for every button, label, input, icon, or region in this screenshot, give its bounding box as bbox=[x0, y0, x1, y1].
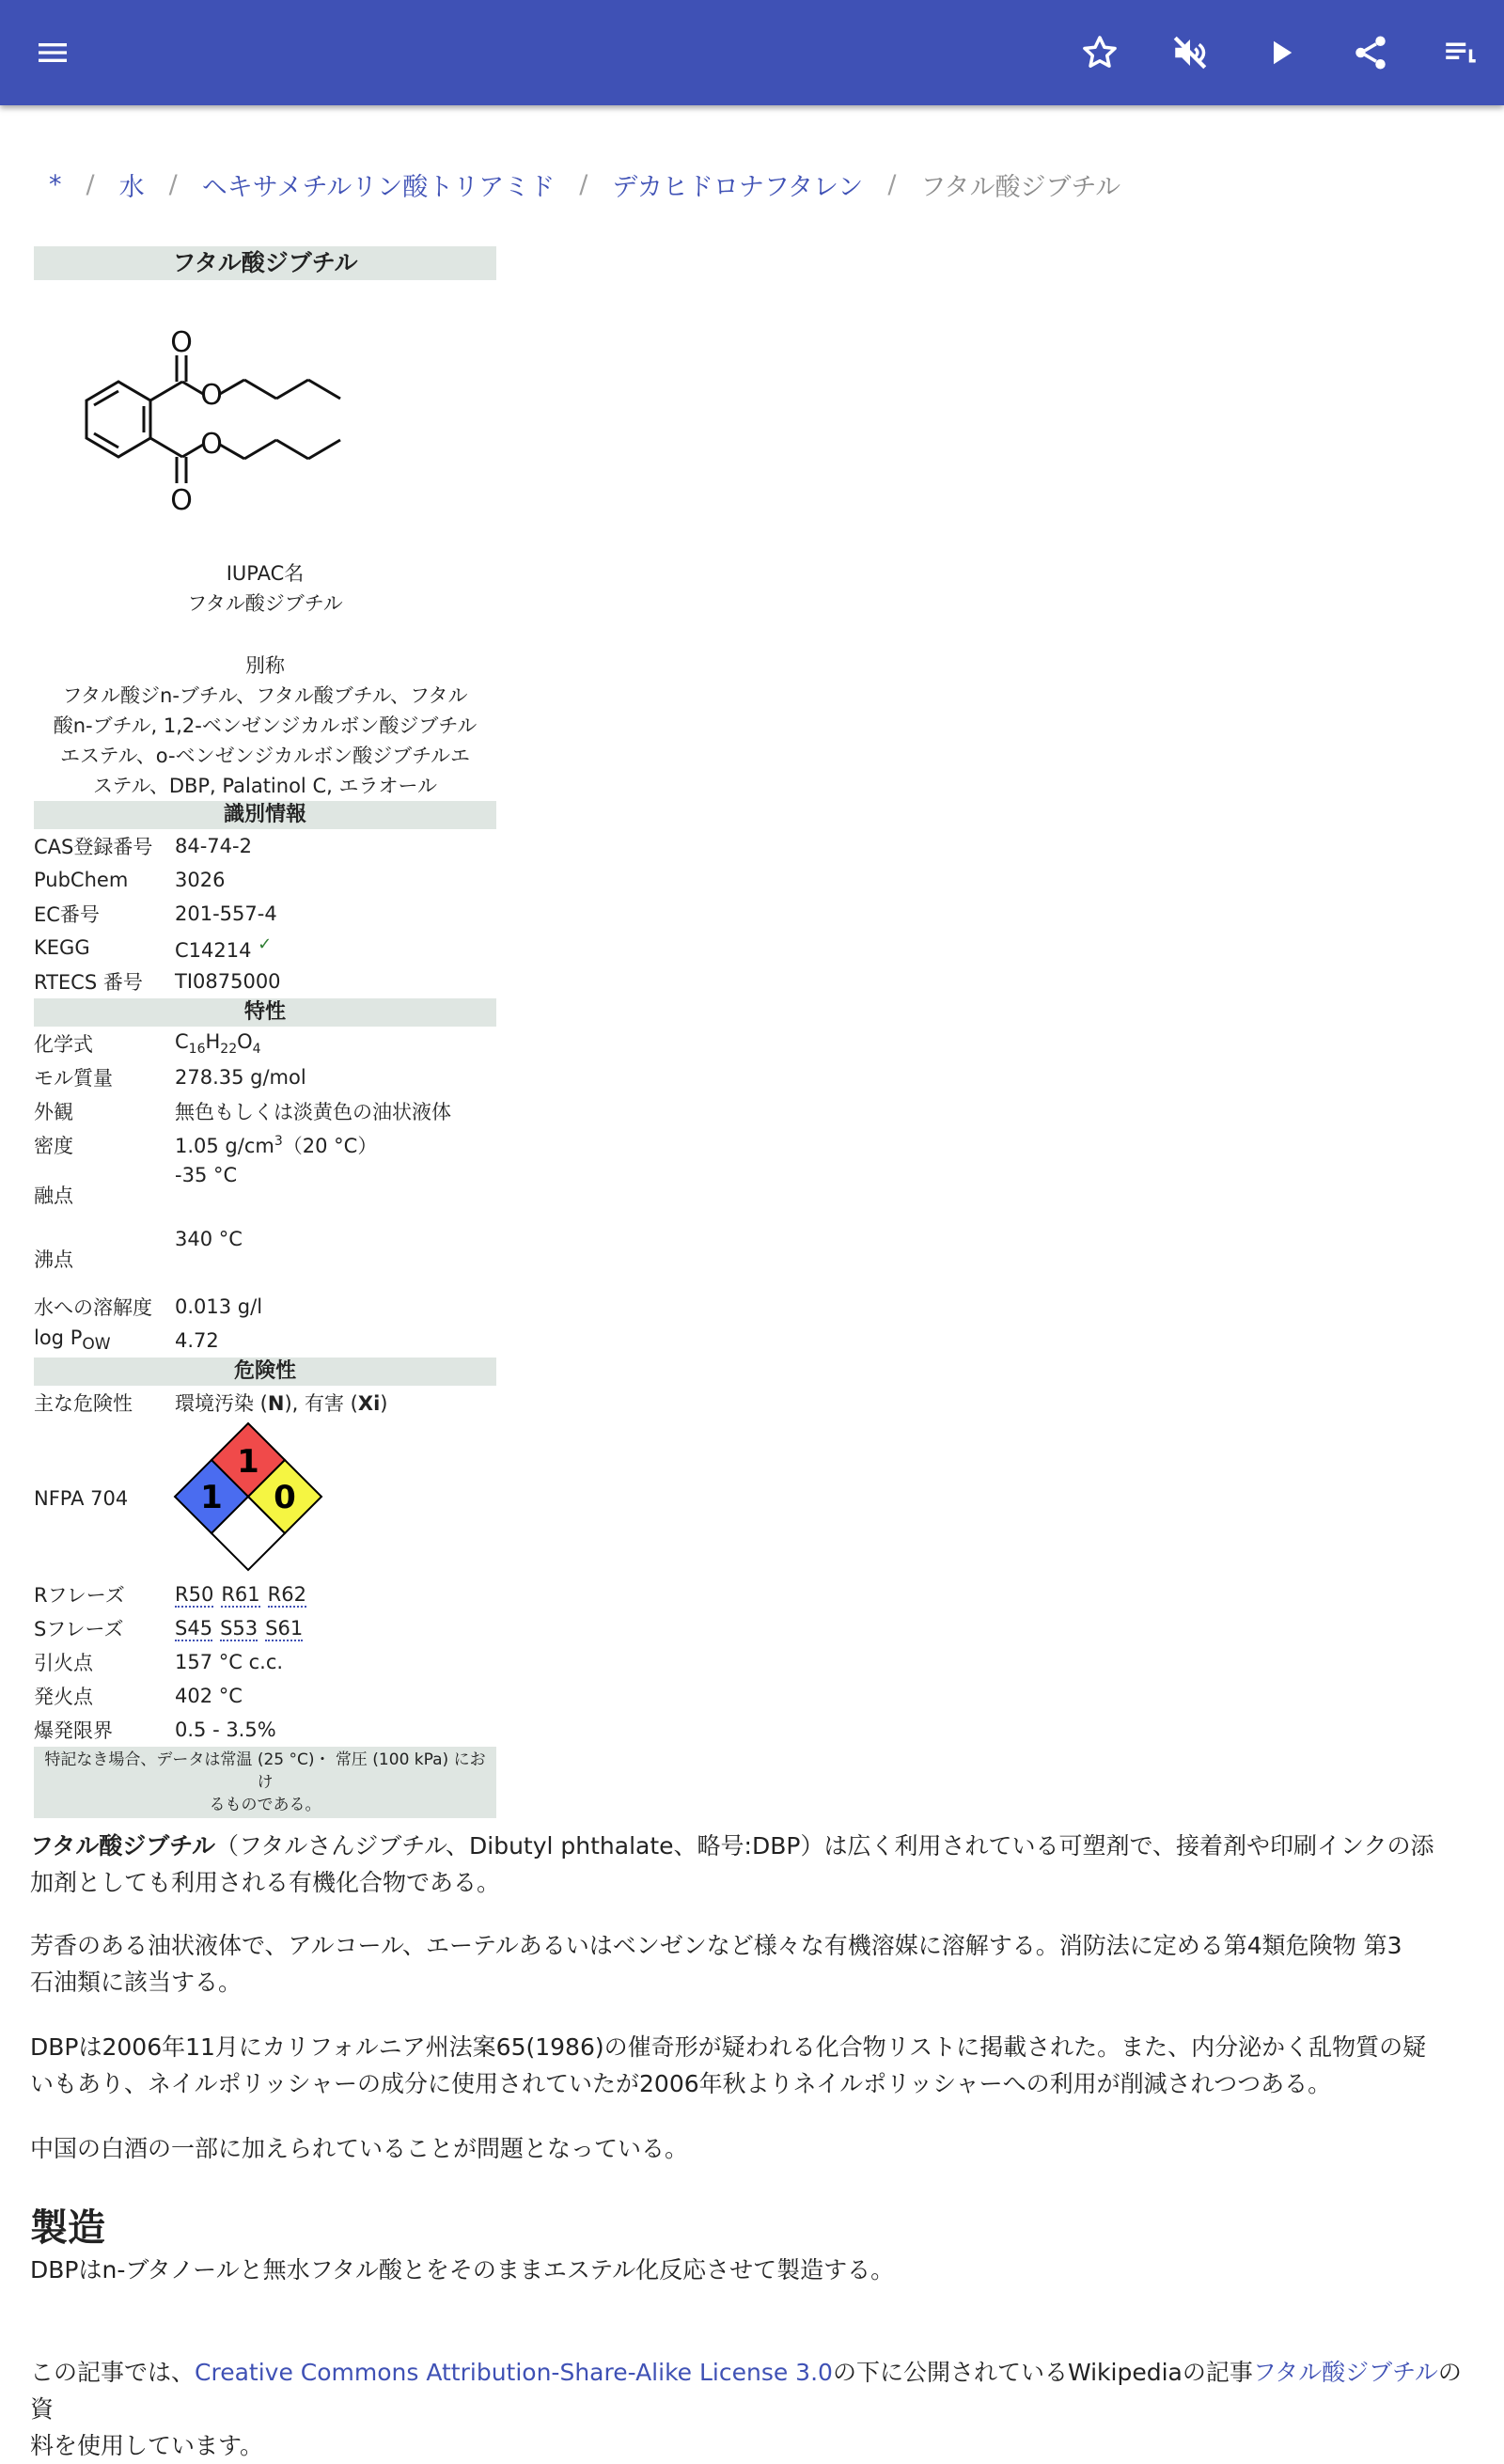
info-key: 主な危険性 bbox=[34, 1392, 133, 1415]
identification-header: 識別情報 bbox=[34, 801, 496, 829]
breadcrumb-separator: / bbox=[168, 169, 178, 199]
info-value: 402 °C bbox=[175, 1685, 243, 1707]
nfpa-flammability: 1 bbox=[237, 1442, 259, 1481]
info-key: 密度 bbox=[34, 1135, 73, 1157]
info-row bbox=[34, 1386, 496, 1420]
info-row bbox=[34, 1094, 496, 1128]
synonyms-line: エステル、o-ベンゼンジカルボン酸ジブチルエ bbox=[59, 745, 471, 767]
svg-text:O: O bbox=[170, 484, 193, 517]
info-key: 沸点 bbox=[34, 1248, 73, 1271]
info-value: C14214 bbox=[175, 938, 252, 962]
info-value: 3026 bbox=[175, 869, 226, 891]
r-phrase-link[interactable]: R61 bbox=[221, 1583, 260, 1606]
playlist-icon[interactable] bbox=[1434, 26, 1487, 79]
info-row bbox=[34, 1713, 496, 1747]
share-icon[interactable] bbox=[1344, 26, 1397, 79]
info-key: 化学式 bbox=[34, 1033, 93, 1056]
info-row bbox=[34, 1162, 496, 1226]
svg-text:O: O bbox=[170, 326, 193, 359]
info-key: $\log P_{OW}$ bbox=[34, 1326, 111, 1355]
check-icon: ✓ bbox=[258, 934, 273, 954]
info-key: 発火点 bbox=[34, 1686, 93, 1708]
info-key: 水への溶解度 bbox=[34, 1296, 152, 1319]
iupac-label: IUPAC名 bbox=[226, 562, 305, 585]
article-paragraph: フタル酸ジブチル（フタルさんジブチル、Dibutyl phthalate、略号:DBP）は広く利用されている可塑剤で、接着剤や印刷インクの添 加剤としても利用される有機化合物である。 bbox=[30, 1832, 1434, 1896]
menu-icon[interactable] bbox=[26, 26, 79, 79]
info-key: EC番号 bbox=[34, 903, 100, 926]
breadcrumb bbox=[49, 165, 1120, 203]
info-value: 環境汚染 (N), 有害 (Xi) bbox=[175, 1392, 388, 1415]
infobox-title: フタル酸ジブチル bbox=[34, 246, 496, 280]
info-row bbox=[34, 863, 496, 897]
info-value: 0.5 - 3.5% bbox=[175, 1719, 276, 1741]
svg-text:O: O bbox=[200, 379, 223, 412]
info-key: Sフレーズ bbox=[34, 1618, 124, 1640]
synonyms-label: 別称 bbox=[245, 654, 285, 677]
info-row bbox=[34, 1290, 496, 1324]
breadcrumb-link[interactable]: * bbox=[49, 169, 62, 199]
section-heading: 製造 bbox=[30, 2206, 105, 2250]
info-row bbox=[34, 1060, 496, 1094]
chemical-formula: $C_{16}H_{22}O_4$ bbox=[175, 1029, 261, 1058]
info-key: KEGG bbox=[34, 936, 90, 959]
info-value: 84-74-2 bbox=[175, 835, 252, 857]
info-value: TI0875000 bbox=[175, 970, 281, 993]
info-key: 融点 bbox=[34, 1185, 73, 1207]
info-key: 爆発限界 bbox=[34, 1719, 113, 1742]
info-row bbox=[34, 829, 496, 863]
nfpa-diamond bbox=[175, 1423, 496, 1575]
info-key: CAS登録番号 bbox=[34, 836, 153, 858]
s-phrase-link[interactable]: S45 bbox=[175, 1617, 213, 1640]
hazards-header: 危険性 bbox=[34, 1358, 496, 1386]
info-row bbox=[34, 1324, 496, 1358]
article-paragraph: DBPは2006年11月にカリフォルニア州法案65(1986)の催奇形が疑われる化合物リストに掲載された。また、内分泌かく乱物質の疑 いもあり、ネイルポリッシャーの成分に使用されていたが2006年秋よりネイルポリッシャーへの利用が削減されつつある。 bbox=[30, 2033, 1427, 2097]
info-value: 201-557-4 bbox=[175, 902, 277, 925]
info-row bbox=[34, 1420, 496, 1577]
structure-diagram bbox=[34, 280, 496, 562]
info-row bbox=[34, 1128, 496, 1162]
info-value: 157 °C c.c. bbox=[175, 1651, 284, 1673]
info-row bbox=[34, 897, 496, 931]
info-row bbox=[34, 931, 496, 965]
info-value: -35 °C bbox=[175, 1164, 238, 1186]
breadcrumb-current: フタル酸ジブチル bbox=[920, 172, 1121, 202]
s-phrase-link[interactable]: S61 bbox=[265, 1617, 304, 1640]
synonyms-line: 酸n-ブチル, 1,2-ベンゼンジカルボン酸ジブチル bbox=[53, 714, 478, 737]
breadcrumb-link[interactable]: ヘキサメチルリン酸トリアミド bbox=[201, 172, 556, 202]
article-paragraph: 中国の白酒の一部に加えられていることが問題となっている。 bbox=[30, 2135, 689, 2162]
breadcrumb-link[interactable]: デカヒドロナフタレン bbox=[612, 172, 864, 202]
info-key: RTECS 番号 bbox=[34, 971, 143, 994]
info-row bbox=[34, 1577, 496, 1611]
info-value: 1.05 $g/cm^3(20$ °C） bbox=[175, 1134, 378, 1157]
breadcrumb-separator: / bbox=[887, 169, 897, 199]
chem-infobox bbox=[34, 246, 496, 1818]
article-paragraph: 芳香のある油状液体で、アルコール、エーテルあるいはベンゼンなど様々な有機溶媒に溶解する。消防法に定める第4類危険物 第3 石油類に該当する。 bbox=[30, 1932, 1402, 1996]
source-article-link[interactable]: フタル酸ジブチル bbox=[1252, 2359, 1438, 2386]
svg-text:O: O bbox=[200, 428, 223, 461]
info-row bbox=[34, 1645, 496, 1679]
info-row bbox=[34, 1611, 496, 1645]
info-key: モル質量 bbox=[34, 1067, 113, 1090]
info-key: 外観 bbox=[34, 1101, 73, 1123]
license-notice: この記事では、Creative Commons Attribution-Share-Alike License 3.0の下に公開されているWikipediaの記事フタル酸ジブチルの資 料を使用しています。 bbox=[30, 2359, 1462, 2459]
breadcrumb-link[interactable]: 水 bbox=[118, 172, 145, 202]
info-value: 4.72 bbox=[175, 1329, 219, 1352]
info-value: 340 °C bbox=[175, 1228, 243, 1250]
breadcrumb-separator: / bbox=[579, 169, 588, 199]
info-row bbox=[34, 1226, 496, 1290]
star-outline-icon[interactable] bbox=[1073, 26, 1126, 79]
info-row bbox=[34, 1027, 496, 1060]
info-key: 引火点 bbox=[34, 1652, 93, 1674]
nfpa-reactivity: 0 bbox=[274, 1478, 296, 1516]
synonyms-line: フタル酸ジn-ブチル、フタル酸ブチル、フタル bbox=[62, 684, 468, 707]
article-paragraph: DBPはn-ブタノールと無水フタル酸とをそのままエステル化反応させて製造する。 bbox=[30, 2256, 895, 2284]
info-key: PubChem bbox=[34, 869, 129, 891]
r-phrase-link[interactable]: R62 bbox=[267, 1583, 306, 1606]
play-icon[interactable] bbox=[1254, 26, 1307, 79]
info-value: 無色もしくは淡黄色の油状液体 bbox=[175, 1101, 451, 1123]
license-link[interactable]: Creative Commons Attribution-Share-Alike License 3.0 bbox=[195, 2359, 833, 2386]
info-value: 0.013 g/l bbox=[175, 1295, 263, 1318]
article-subject: フタル酸ジブチル bbox=[30, 1832, 216, 1860]
mute-icon[interactable] bbox=[1164, 26, 1216, 79]
info-value: 278.35 g/mol bbox=[175, 1066, 306, 1089]
info-key: NFPA 704 bbox=[34, 1487, 129, 1510]
app-bar bbox=[0, 0, 1504, 105]
properties-header: 特性 bbox=[34, 998, 496, 1027]
s-phrase-link[interactable]: S53 bbox=[220, 1617, 258, 1640]
infobox-note: 特記なき場合、データは常温 (25 °C)・ 常圧 (100 kPa) におけ るものである。 bbox=[34, 1747, 496, 1818]
nfpa-health: 1 bbox=[200, 1478, 223, 1516]
iupac-name: フタル酸ジブチル bbox=[187, 592, 343, 615]
info-key: Rフレーズ bbox=[34, 1584, 125, 1607]
r-phrase-link[interactable]: R50 bbox=[175, 1583, 214, 1606]
info-row bbox=[34, 965, 496, 998]
info-row bbox=[34, 1679, 496, 1713]
synonyms-line: ステル、DBP, Palatinol C, エラオール bbox=[92, 775, 438, 797]
breadcrumb-separator: / bbox=[86, 169, 95, 199]
